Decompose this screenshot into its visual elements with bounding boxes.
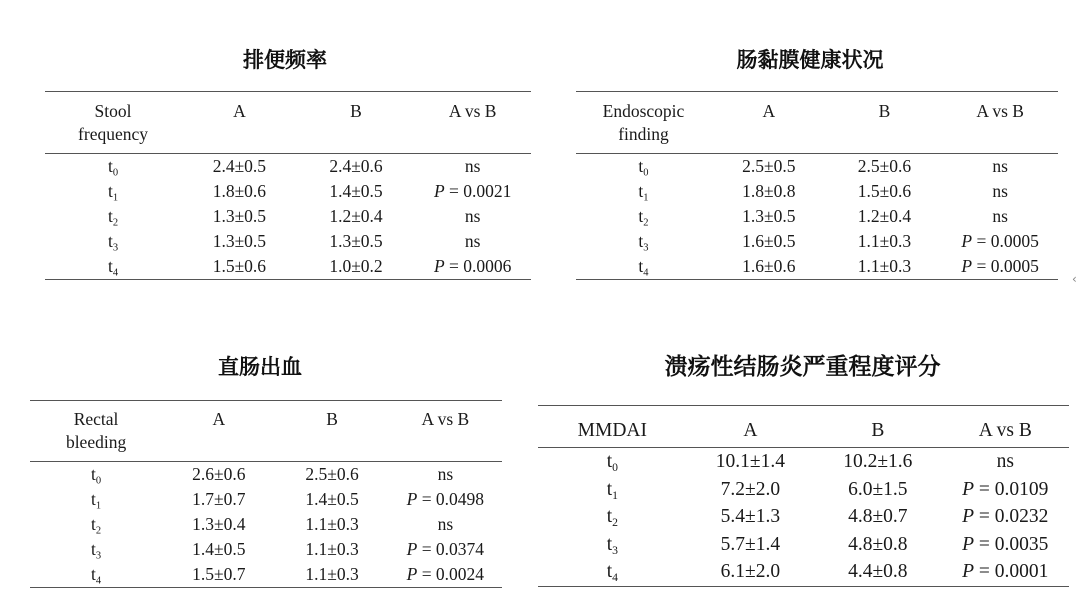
column-header: A	[181, 92, 298, 154]
comparison-cell	[942, 179, 1058, 204]
table-row	[576, 179, 1058, 204]
column-header: B	[814, 406, 941, 448]
timepoint-label: t	[107, 256, 113, 276]
p-value: ns	[464, 156, 481, 176]
table-row	[30, 462, 502, 488]
group-a-value: 2.5±0.5	[742, 156, 796, 176]
group-a-value: 1.6±0.5	[742, 231, 796, 251]
p-symbol: P	[962, 506, 975, 527]
group-b-value: 1.0±0.2	[298, 254, 415, 280]
timepoint-cell	[30, 512, 162, 537]
timepoint-label: t	[107, 231, 113, 251]
timepoint-label: t	[91, 489, 96, 509]
timepoint-cell	[45, 204, 181, 229]
p-value: ns	[996, 451, 1014, 472]
timepoint-subscript: 2	[643, 217, 649, 229]
timepoint-cell	[538, 503, 687, 531]
timepoint-subscript: 0	[643, 167, 649, 179]
timepoint-cell	[538, 476, 687, 504]
timepoint-label: t	[638, 156, 644, 176]
timepoint-subscript: 4	[612, 571, 618, 585]
column-header: A vs B	[414, 92, 531, 154]
group-b-value: 1.1±0.3	[827, 254, 943, 280]
panel-title: 排便频率	[243, 48, 327, 72]
comparison-cell	[389, 487, 502, 512]
table-row	[30, 512, 502, 537]
column-header: A	[711, 92, 827, 154]
timepoint-cell	[576, 254, 711, 280]
timepoint-cell	[45, 179, 181, 204]
comparison-cell	[414, 254, 531, 280]
p-symbol: P	[961, 231, 973, 251]
comparison-cell	[414, 179, 531, 204]
group-a-value: 5.7±1.4	[720, 533, 781, 555]
timepoint-subscript: 1	[612, 488, 618, 502]
group-a-value: 1.3±0.5	[212, 231, 267, 251]
column-header: B	[827, 92, 943, 154]
timepoint-cell	[30, 537, 162, 562]
table-row	[576, 254, 1058, 280]
group-a-value: 2.6±0.6	[192, 464, 246, 484]
comparison-cell	[942, 448, 1069, 476]
p-symbol: P	[961, 256, 973, 276]
p-value: ns	[992, 156, 1008, 176]
group-b-value: 4.8±0.7	[848, 506, 908, 527]
table-row	[576, 204, 1058, 229]
comparison-cell	[942, 204, 1058, 229]
p-value: = 0.0005	[972, 231, 1039, 251]
p-symbol: P	[406, 564, 418, 584]
comparison-cell	[942, 154, 1058, 180]
timepoint-label: t	[91, 464, 96, 484]
stool-frequency-table	[45, 91, 531, 280]
timepoint-subscript: 2	[95, 525, 102, 537]
timepoint-label: t	[91, 564, 96, 584]
group-b-value: 2.5±0.6	[857, 156, 912, 176]
group-a-value: 1.8±0.8	[742, 181, 796, 201]
timepoint-cell	[45, 154, 181, 180]
timepoint-cell	[30, 562, 162, 588]
table-row	[30, 537, 502, 562]
p-symbol: P	[406, 539, 418, 559]
timepoint-cell	[45, 229, 181, 254]
group-b-value: 1.1±0.3	[305, 539, 359, 559]
p-value: = 0.0232	[974, 506, 1049, 527]
column-header: B	[298, 92, 415, 154]
p-value: = 0.0109	[974, 478, 1049, 500]
panel-title: 肠黏膜健康状况	[736, 48, 884, 72]
timepoint-subscript: 2	[112, 217, 119, 229]
p-symbol: P	[962, 478, 975, 500]
comparison-cell	[389, 562, 502, 588]
group-b-value: 1.1±0.3	[275, 562, 388, 588]
p-symbol: P	[406, 489, 418, 509]
timepoint-cell	[538, 531, 687, 559]
p-value: = 0.0374	[417, 539, 485, 559]
table-row	[538, 531, 1069, 559]
timepoint-subscript: 4	[112, 267, 119, 279]
p-value: ns	[992, 181, 1008, 201]
p-value: ns	[464, 231, 481, 251]
table-row	[45, 154, 531, 180]
group-a-value: 1.3±0.4	[192, 514, 246, 534]
table-row	[45, 254, 531, 280]
comparison-cell	[389, 537, 502, 562]
p-symbol: P	[433, 181, 445, 201]
timepoint-label: t	[91, 514, 96, 534]
table-row	[576, 229, 1058, 254]
column-header: A	[162, 401, 275, 462]
group-b-value: 1.2±0.4	[329, 206, 383, 226]
comparison-cell	[942, 503, 1069, 531]
table-row	[538, 476, 1069, 504]
panel-title: 溃疡性结肠炎严重程度评分	[664, 354, 941, 380]
table-row	[45, 229, 531, 254]
p-symbol: P	[962, 533, 975, 555]
p-value: = 0.0035	[974, 533, 1049, 555]
timepoint-cell	[576, 154, 711, 180]
timepoint-subscript: 1	[643, 192, 649, 204]
table-row	[538, 558, 1069, 586]
group-a-value: 2.4±0.5	[212, 156, 267, 176]
header-row	[576, 92, 1058, 154]
table-row	[30, 487, 502, 512]
group-b-value: 1.4±0.5	[329, 181, 383, 201]
p-value: ns	[992, 206, 1008, 226]
group-b-value: 1.1±0.3	[857, 231, 912, 251]
timepoint-label: t	[606, 451, 613, 472]
group-b-value: 2.5±0.6	[305, 464, 359, 484]
comparison-cell	[389, 462, 502, 488]
comparison-cell	[942, 531, 1069, 559]
group-a-value: 1.3±0.5	[212, 206, 267, 226]
comparison-cell	[414, 154, 531, 180]
timepoint-subscript: 4	[95, 575, 102, 587]
comparison-cell	[389, 512, 502, 537]
group-b-value: 1.4±0.5	[305, 489, 359, 509]
timepoint-subscript: 3	[643, 242, 649, 254]
timepoint-subscript: 2	[612, 516, 618, 530]
timepoint-cell	[576, 179, 711, 204]
group-a-value: 1.5±0.6	[181, 254, 298, 280]
column-header: MMDAI	[538, 406, 687, 448]
timepoint-cell	[30, 487, 162, 512]
group-a-value: 1.5±0.7	[162, 562, 275, 588]
group-a-value: 5.4±1.3	[720, 506, 781, 527]
group-a-value: 1.4±0.5	[192, 539, 246, 559]
timepoint-subscript: 3	[95, 550, 102, 562]
table-row	[538, 448, 1069, 476]
timepoint-subscript: 0	[112, 167, 119, 179]
timepoint-label: t	[638, 256, 644, 276]
timepoint-subscript: 0	[95, 475, 102, 487]
comparison-cell	[942, 229, 1058, 254]
p-value: = 0.0001	[974, 561, 1049, 582]
table-row	[576, 154, 1058, 180]
timepoint-label: t	[606, 506, 613, 527]
table-row	[30, 562, 502, 588]
timepoint-label: t	[638, 206, 644, 226]
group-b-value: 1.1±0.3	[305, 514, 359, 534]
comparison-cell	[414, 204, 531, 229]
group-b-value: 1.2±0.4	[857, 206, 912, 226]
timepoint-cell	[538, 558, 687, 586]
group-b-value: 2.4±0.6	[329, 156, 383, 176]
timepoint-label: t	[606, 533, 613, 555]
group-a-value: 7.2±2.0	[720, 478, 781, 500]
group-b-value: 1.5±0.6	[857, 181, 912, 201]
p-value: = 0.0006	[444, 256, 512, 276]
timepoint-label: t	[606, 561, 613, 582]
timepoint-label: t	[638, 181, 644, 201]
p-value: = 0.0498	[417, 489, 485, 509]
timepoint-cell	[576, 229, 711, 254]
group-a-value: 10.1±1.4	[715, 451, 785, 472]
column-header: B	[275, 401, 388, 462]
column-header: Rectal bleeding	[30, 401, 162, 462]
p-symbol: P	[962, 561, 975, 582]
p-value: = 0.0005	[972, 256, 1039, 276]
comparison-cell	[942, 476, 1069, 504]
column-header: Endoscopic finding	[576, 92, 711, 154]
p-value: ns	[437, 464, 454, 484]
mmdai-table	[538, 405, 1069, 587]
timepoint-label: t	[107, 156, 113, 176]
header-row	[45, 92, 531, 154]
column-header: A vs B	[389, 401, 502, 462]
endoscopic-finding-table	[576, 91, 1058, 280]
timepoint-subscript: 1	[95, 500, 102, 512]
timepoint-cell	[538, 448, 687, 476]
header-row	[538, 406, 1069, 448]
panel-title: 直肠出血	[218, 355, 302, 379]
column-header: A vs B	[942, 406, 1069, 448]
column-header: A	[687, 406, 814, 448]
table-row	[45, 204, 531, 229]
group-b-value: 1.3±0.5	[329, 231, 383, 251]
timepoint-label: t	[638, 231, 644, 251]
timepoint-subscript: 4	[643, 267, 649, 279]
timepoint-label: t	[91, 539, 96, 559]
group-b-value: 4.4±0.8	[814, 558, 941, 586]
column-header: Stool frequency	[45, 92, 181, 154]
table-row	[45, 179, 531, 204]
timepoint-subscript: 0	[612, 461, 618, 475]
timepoint-subscript: 1	[112, 192, 119, 204]
group-a-value: 1.3±0.5	[742, 206, 796, 226]
p-symbol: P	[433, 256, 445, 276]
timepoint-label: t	[606, 478, 613, 500]
column-header: A vs B	[942, 92, 1058, 154]
group-b-value: 6.0±1.5	[848, 478, 908, 500]
table-row	[538, 503, 1069, 531]
timepoint-label: t	[107, 206, 113, 226]
edge-marker-icon: ‹	[1072, 272, 1077, 286]
group-a-value: 6.1±2.0	[687, 558, 814, 586]
comparison-cell	[414, 229, 531, 254]
group-a-value: 1.7±0.7	[192, 489, 246, 509]
p-value: ns	[464, 206, 481, 226]
timepoint-cell	[576, 204, 711, 229]
timepoint-subscript: 3	[612, 543, 618, 557]
timepoint-label: t	[107, 181, 113, 201]
header-row	[30, 401, 502, 462]
rectal-bleeding-table	[30, 400, 502, 588]
timepoint-subscript: 3	[112, 242, 119, 254]
comparison-cell	[942, 558, 1069, 586]
group-a-value: 1.6±0.6	[711, 254, 827, 280]
timepoint-cell	[45, 254, 181, 280]
comparison-cell	[942, 254, 1058, 280]
group-b-value: 4.8±0.8	[848, 533, 908, 555]
p-value: = 0.0021	[444, 181, 512, 201]
p-value: = 0.0024	[417, 564, 485, 584]
p-value: ns	[437, 514, 454, 534]
timepoint-cell	[30, 462, 162, 488]
group-a-value: 1.8±0.6	[212, 181, 267, 201]
group-b-value: 10.2±1.6	[843, 451, 913, 472]
